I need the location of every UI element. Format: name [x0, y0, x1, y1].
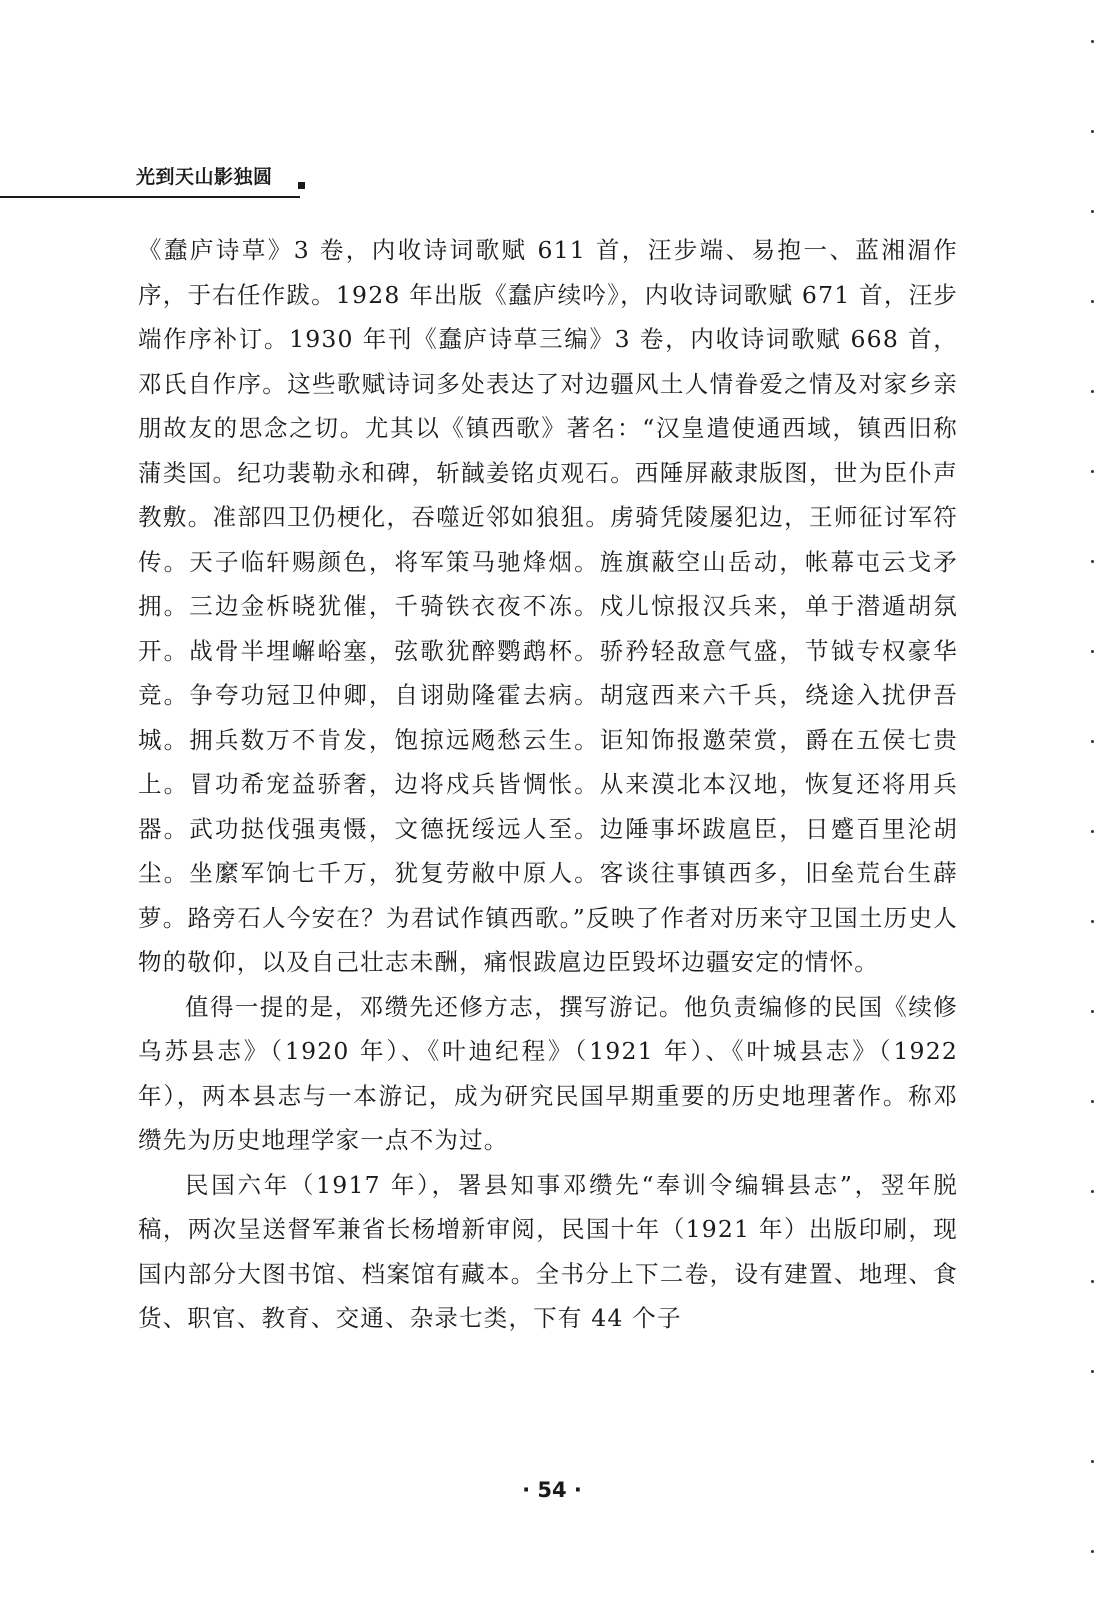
- header-rule-line: [0, 196, 300, 198]
- page-number: · 54 ·: [522, 1478, 582, 1502]
- running-header: [0, 164, 330, 200]
- paragraph-1: 《蠢庐诗草》3 卷，内收诗词歌赋 611 首，汪步端、易抱一、蓝湘湄作序，于右任作跋。1928 年出版《蠢庐续吟》，内收诗词歌赋 671 首，汪步端作序补订。1930 年刊《蠢庐诗草三编》3 卷，内收诗词歌赋 668 首，邓氏自作序。这些歌赋诗词多处表达了对边疆风土人情眷爱之情及对家乡亲朋故友的思念之切。尤其以《镇西歌》著名：“汉皇遣使通西域，镇西旧称蒲类国。纪功裴勒永和碑，斩馘姜铭贞观石。西陲屏蔽隶版图，世为臣仆声教敷。准部四卫仍梗化，吞噬近邻如狼狙。虏骑凭陵屡犯边，王师征讨军符传。天子临轩赐颜色，将军策马驰烽烟。旌旗蔽空山岳动，帐幕屯云戈矛拥。三边金柝晓犹催，千骑铁衣夜不冻。戍儿惊报汉兵来，单于潜遁胡氛开。战骨半埋嶰峪塞，弦歌犹醉鹦鹉杯。骄矜轻敌意气盛，节钺专权豪华竞。争夸功冠卫仲卿，自诩勋隆霍去病。胡寇西来六千兵，绕途入扰伊吾城。拥兵数万不肯发，饱掠远飏愁云生。讵知饰报邀荣赏，爵在五侯七贵上。冒功希宠益骄奢，边将戍兵皆惆怅。从来漠北本汉地，恢复还将用兵器。武功挞伐强夷慑，文德抚绥远人至。边陲事坏跋扈臣，日蹙百里沦胡尘。坐縻军饷七千万，犹复劳敝中原人。客谈往事镇西多，旧垒荒台生薜萝。路旁石人今安在？为君试作镇西歌。”反映了作者对历来守卫国土历史人物的敬仰，以及自己壮志未酬，痛恨跋扈边臣毁坏边疆安定的情怀。: [138, 236, 958, 976]
- header-square-marker: [298, 182, 305, 189]
- paragraph-2: 值得一提的是，邓缵先还修方志，撰写游记。他负责编修的民国《续修乌苏县志》（1920 年）、《叶迪纪程》（1921 年）、《叶城县志》（1922 年），两本县志与一本游记，成为研究民国早期重要的历史地理著作。称邓缵先为历史地理学家一点不为过。: [138, 992, 958, 1154]
- running-header-title: 光到天山影独圆: [136, 166, 273, 188]
- paragraph-3: 民国六年（1917 年），署县知事邓缵先“奉训令编辑县志”，翌年脱稿，两次呈送督军兼省长杨增新审阅，民国十年（1921 年）出版印刷，现国内部分大图书馆、档案馆有藏本。全书分上下二卷，设有建置、地理、食货、职官、教育、交通、杂录七类，下有 44 个子: [138, 1170, 958, 1332]
- scan-edge-marks: [1088, 0, 1098, 1600]
- body-text: [138, 228, 958, 1341]
